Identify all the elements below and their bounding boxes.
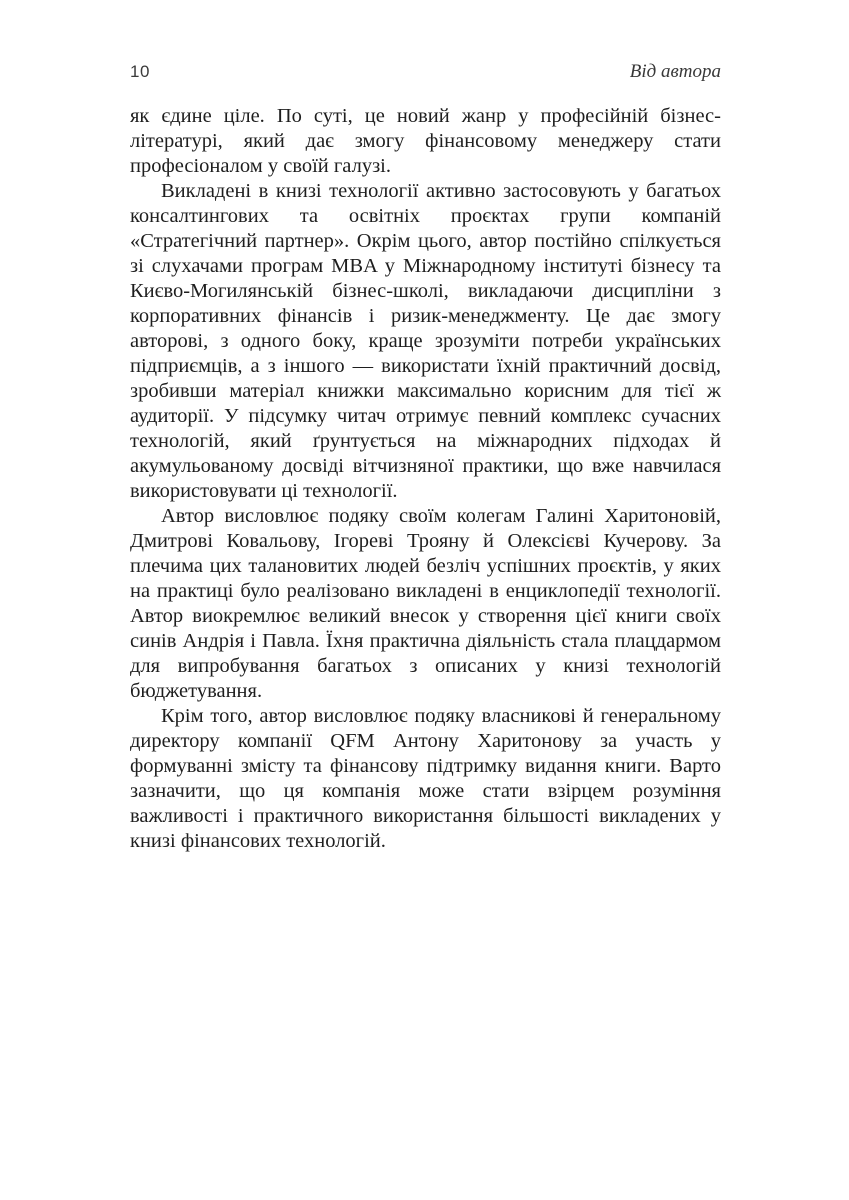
body-paragraph-4: Крім того, автор висловлює подяку власникові й генеральному директору компанії QFM Антону Харитонову за участь у формуванні змісту та фінансову підтримку видання книги. Варто зазначити, що ця компанія може стати взірцем розуміння важливості і практичного використання більшості викладених у книзі фінансових технологій.: [130, 705, 721, 852]
page-header: [130, 61, 721, 83]
body-paragraph-1: як єдине ціле. По суті, це новий жанр у професійній бізнес-літературі, який дає змогу фінансовому менеджеру стати професіоналом у своїй галузі.: [130, 105, 721, 177]
body-paragraph-2: Викладені в книзі технології активно застосовують у багатьох консалтингових та освітніх проєктах групи компаній «Стратегічний партнер». Окрім цього, автор постійно спілкується зі слухачами програм MBA у Міжнародному інституті бізнесу та Києво-Могилянській бізнес-школі, викладаючи дисципліни з корпоративних фінансів і ризик-менеджменту. Це дає змогу авторові, з одного боку, краще зрозуміти потреби українських підприємців, а з іншого — використати їхній практичний досвід, зробивши матеріал книжки максимально корисним для тієї ж аудиторії. У підсумку читач отримує певний комплекс сучасних технологій, який ґрунтується на міжнародних підходах й акумульованому досвіді вітчизняної практики, що вже навчилася використовувати ці технології.: [130, 180, 721, 502]
body-paragraph-3: Автор висловлює подяку своїм колегам Галині Харитоновій, Дмитрові Ковальову, Ігореві Трояну й Олексієві Кучерову. За плечима цих талановитих людей безліч успішних проєктів, у яких на практиці було реалізовано викладені в енциклопедії технології. Автор виокремлює великий внесок у створення цієї книги своїх синів Андрія і Павла. Їхня практична діяльність стала плацдармом для випробування багатьох з описаних у книзі технологій бюджетування.: [130, 505, 721, 702]
page-body: [130, 104, 721, 854]
page-number: 10: [130, 62, 150, 81]
running-header: Від автора: [629, 61, 721, 82]
